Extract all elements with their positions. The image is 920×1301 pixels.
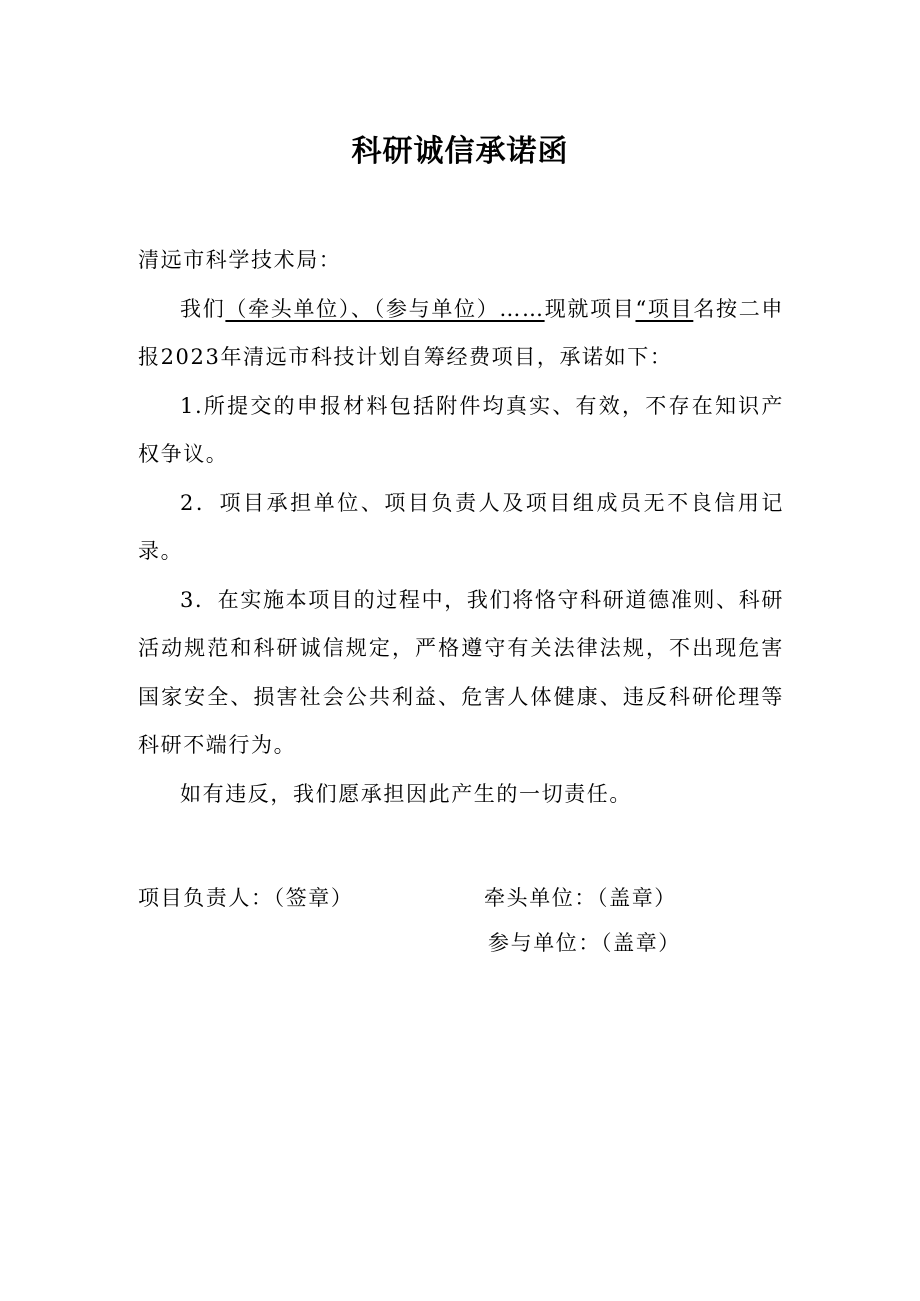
intro-paragraph	[138, 285, 784, 382]
commitment-item-1: 1.所提交的申报材料包括附件均真实、有效，不存在知识产权争议。	[138, 393, 784, 466]
intro-pre: 我们	[180, 296, 226, 321]
project-leader-signature: 项目负责人：（签章）	[138, 886, 354, 910]
document-body	[138, 236, 784, 818]
document-title: 科研诚信承诺函	[351, 134, 569, 169]
closing-statement: 如有违反，我们愿承担因此产生的一切责任。	[180, 781, 632, 806]
intro-mid: 现就项目	[544, 296, 636, 321]
partner-unit-seal: 参与单位：（盖章）	[488, 931, 681, 955]
project-name-blank: “项目	[635, 296, 694, 321]
salutation: 清远市科学技术局：	[138, 248, 342, 272]
commitment-item-2: 2．项目承担单位、项目负责人及项目组成员无不良信用记录。	[138, 490, 784, 563]
lead-unit-seal: 牵头单位：（盖章）	[484, 886, 677, 910]
commitment-item-3: 3．在实施本项目的过程中，我们将恪守科研道德准则、科研活动规范和科研诚信规定，严格遵守有关法律法规，不出现危害国家安全、损害社会公共利益、危害人体健康、违反科研伦理等科研不端行为。	[138, 587, 784, 757]
lead-unit-blank: （牵头单位）、（参与单位）……	[225, 296, 545, 321]
intro-post: 名按二申报2023年清远市科技计划自筹经费项目，承诺如下：	[138, 296, 784, 369]
